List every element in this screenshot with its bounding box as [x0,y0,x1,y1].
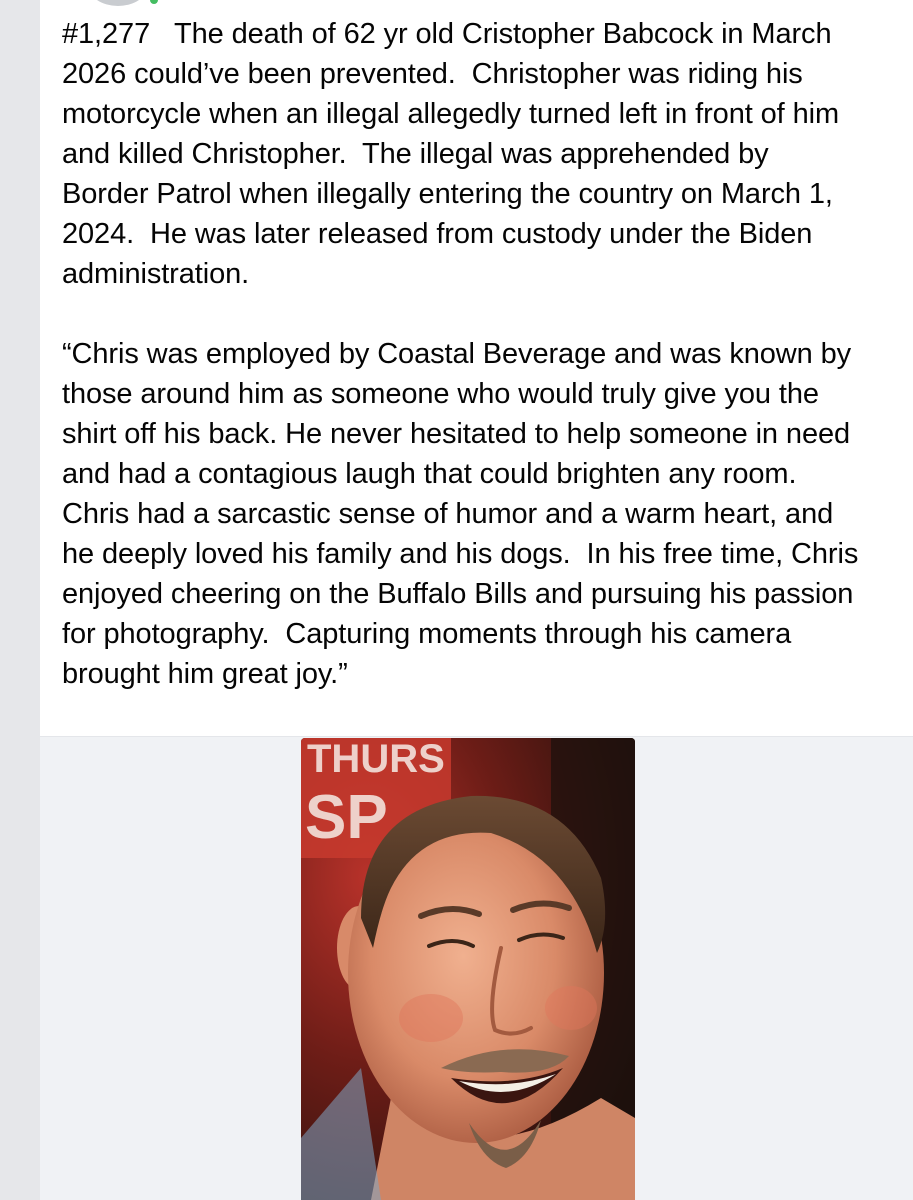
portrait-image [301,738,635,1200]
post-paragraph: #1,277 The death of 62 yr old Cristopher Babcock in March 2026 could’ve been prevented. Christopher was riding his motorcycle when an illegal allegedly turned left in front of him and killed Christopher. The illegal was apprehended by Border Patrol when illegally entering the country on March 1, 2024. He was later released from custody under the Biden administration. [62,18,840,290]
post-photo[interactable] [301,738,635,1200]
post-body [62,14,862,694]
sign-text: SP [305,783,388,852]
paragraph-spacer [62,294,862,334]
post-paragraph: “Chris was employed by Coastal Beverage and was known by those around him as someone who would truly give you the shirt off his back. He never hesitated to help someone in need and had a contagious laugh that could brighten any room. Chris had a sarcastic sense of humor and a warm heart, and he deeply loved his family and his dogs. In his free time, Chris enjoyed cheering on the Buffalo Bills and pursuing his passion for photography. Capturing moments through his camera brought him great joy.” [62,338,859,690]
sign-text: THURS [307,738,445,781]
